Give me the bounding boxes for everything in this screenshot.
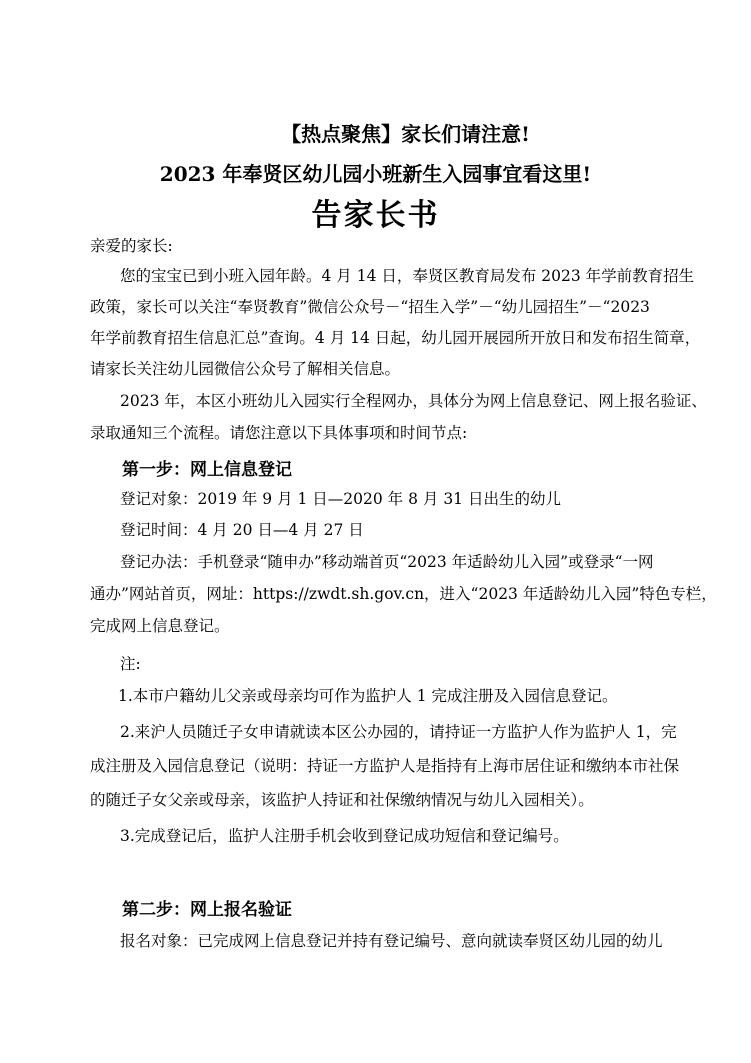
step-1-target: 登记对象：2019 年 9 月 1 日—2020 年 8 月 31 日出生的幼儿 (120, 490, 561, 508)
paragraph-1-line-1: 您的宝宝已到小班入园年龄。4 月 14 日，奉贤区教育局发布 2023 年学前教育招生 (120, 267, 695, 285)
step-2-heading: 第二步：网上报名验证 (122, 900, 292, 920)
paragraph-1-line-3: 年学前教育招生信息汇总”查询。4 月 14 日起，幼儿园开展园所开放日和发布招生简章， (90, 329, 701, 347)
subtitle: 2023 年奉贤区幼儿园小班新生入园事宜看这里! (159, 162, 592, 186)
step-1-method-line-1: 登记办法：手机登录“随申办”移动端首页“2023 年适龄幼儿入园”或登录“一网 (120, 553, 654, 571)
salutation: 亲爱的家长: (90, 237, 173, 255)
step-1-time: 登记时间：4 月 20 日—4 月 27 日 (120, 521, 364, 539)
step-1-heading: 第一步：网上信息登记 (122, 460, 292, 480)
paragraph-2-line-2: 录取通知三个流程。请您注意以下具体事项和时间节点: (90, 424, 468, 442)
note-3: 3.完成登记后，监护人注册手机会收到登记成功短信和登记编号。 (120, 827, 569, 845)
paragraph-1-line-2: 政策，家长可以关注“奉贤教育”微信公众号－“招生入学”－“幼儿园招生”－“2023 (90, 298, 650, 316)
letter-title: 告家长书 (311, 198, 440, 233)
note-label: 注: (120, 655, 141, 673)
note-1: 1.本市户籍幼儿父亲或母亲均可作为监护人 1 完成注册及入园信息登记。 (118, 687, 618, 705)
step-1-method-line-3: 完成网上信息登记。 (90, 617, 230, 635)
headline-title: 【热点聚焦】家长们请注意! (281, 122, 530, 146)
note-2-line-3: 的随迁子女父亲或母亲，该监护人持证和社保缴纳情况与幼儿入园相关）。 (90, 791, 594, 809)
step-1-method-line-2: 通办”网站首页，网址：https://zwdt.sh.gov.cn，进入“2023 年适龄幼儿入园”特色专栏， (90, 585, 717, 603)
step-2-target: 报名对象：已完成网上信息登记并持有登记编号、意向就读奉贤区幼儿园的幼儿 (120, 932, 663, 950)
note-2-line-1: 2.来沪人员随迁子女申请就读本区公办园的，请持证一方监护人作为监护人 1，完 (120, 723, 677, 741)
paragraph-2-line-1: 2023 年，本区小班幼儿入园实行全程网办，具体分为网上信息登记、网上报名验证、 (120, 392, 707, 410)
paragraph-1-line-4: 请家长关注幼儿园微信公众号了解相关信息。 (90, 360, 401, 378)
note-2-line-2: 成注册及入园信息登记（说明：持证一方监护人是指持有上海市居住证和缴纳本市社保 (90, 757, 680, 775)
